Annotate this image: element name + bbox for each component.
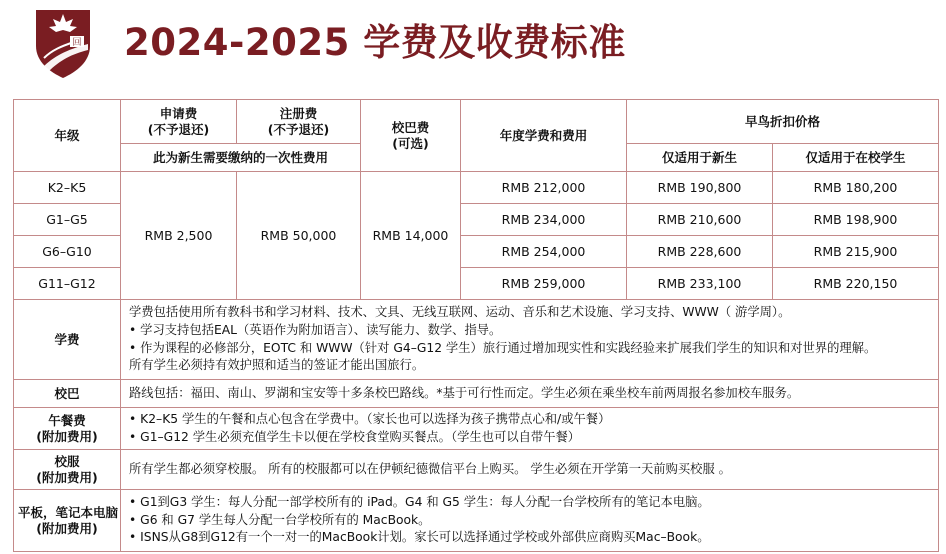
header-annual-tuition: 年度学费和费用 (461, 100, 627, 172)
note-line: • 作为课程的必修部分，EOTC 和 WWW（针对 G4–G12 学生）旅行通过增加现实性和实践经验来扩展我们学生的知识和对世界的理解。 (129, 340, 877, 355)
note-content (121, 450, 939, 490)
note-label-cell (14, 408, 121, 450)
note-line: • 学习支持包括EAL（英语作为附加语言）、读写能力、数学、指导。 (129, 322, 502, 337)
registration-fee-value: RMB 50,000 (237, 172, 361, 300)
note-line: • G6 和 G7 学生每人分配一台学校所有的 MacBook。 (129, 512, 431, 527)
header-one-time-note: 此为新生需要缴纳的一次性费用 (121, 144, 361, 172)
note-label: 学费 (14, 300, 121, 380)
grade-cell: G6–G10 (14, 236, 121, 268)
application-fee-note: (不予退还) (147, 121, 210, 137)
note-label-cell (14, 490, 121, 552)
application-fee-label: 申请费 (159, 105, 198, 121)
bus-fee-value: RMB 14,000 (361, 172, 461, 300)
note-content (121, 408, 939, 450)
note-sublabel: (附加费用) (36, 469, 98, 485)
note-row-devices (14, 490, 939, 552)
tuition-cell: RMB 259,000 (461, 268, 627, 300)
new-student-price-cell: RMB 210,600 (627, 204, 773, 236)
note-line: 所有学生必须持有效护照和适当的签证才能出国旅行。 (129, 358, 425, 373)
note-line: 学费包括使用所有教科书和学习材料、技术、文具、无线互联网、运动、音乐和艺术设施、学习支持、WWW（ 游学周）。 (129, 304, 791, 319)
new-student-price-cell: RMB 228,600 (627, 236, 773, 268)
application-fee-value: RMB 2,500 (121, 172, 237, 300)
note-line: • K2–K5 学生的午餐和点心包含在学费中。（家长也可以选择为孩子携带点心和/或午餐） (129, 411, 611, 426)
current-student-price-cell: RMB 198,900 (773, 204, 939, 236)
note-row-lunch (14, 408, 939, 450)
note-content (121, 490, 939, 552)
table-row (14, 172, 939, 204)
header-application-fee (121, 100, 237, 144)
header-early-bird: 早鸟折扣价格 (627, 100, 939, 144)
note-sublabel: (附加费用) (36, 428, 98, 444)
grade-cell: G11–G12 (14, 268, 121, 300)
new-student-price-cell: RMB 190,800 (627, 172, 773, 204)
current-student-price-cell: RMB 220,150 (773, 268, 939, 300)
header-new-students: 仅适用于新生 (627, 144, 773, 172)
current-student-price-cell: RMB 215,900 (773, 236, 939, 268)
header-registration-fee (237, 100, 361, 144)
grade-cell: G1–G5 (14, 204, 121, 236)
note-line: • ISNS从G8到G12有一个一对一的MacBook计划。家长可以选择通过学校或外部供应商购买Mac–Book。 (129, 530, 710, 545)
note-row-tuition (14, 300, 939, 380)
bus-fee-note: (可选) (392, 135, 429, 151)
new-student-price-cell: RMB 233,100 (627, 268, 773, 300)
header-bus-fee (361, 100, 461, 172)
logo-mark-text: 回 (72, 38, 82, 48)
fee-table (13, 99, 939, 552)
note-row-bus (14, 380, 939, 408)
school-crest-logo (32, 6, 94, 80)
note-label: 校巴 (14, 380, 121, 408)
note-line: • G1到G3 学生：每人分配一部学校所有的 iPad。G4 和 G5 学生：每人分配一台学校所有的笔记本电脑。 (129, 494, 710, 509)
header-grade: 年级 (14, 100, 121, 172)
note-sublabel: (附加费用) (36, 520, 98, 536)
registration-fee-note: (不予退还) (267, 121, 330, 137)
note-label: 午餐费 (48, 412, 86, 428)
note-line: 路线包括：福田、南山、罗湖和宝安等十多条校巴路线。*基于可行性而定。学生必须在乘坐校车前两周报名参加校车服务。 (129, 385, 800, 400)
note-line: 所有学生都必须穿校服。 所有的校服都可以在伊顿纪德微信平台上购买。 学生必须在开学第一天前购买校服 。 (129, 461, 731, 476)
note-label: 校服 (54, 453, 80, 469)
note-content (121, 300, 939, 380)
note-content (121, 380, 939, 408)
tuition-cell: RMB 254,000 (461, 236, 627, 268)
page-title: 2024-2025 学费及收费标准 (124, 21, 626, 64)
note-label: 平板，笔记本电脑 (18, 504, 119, 520)
note-label-cell (14, 450, 121, 490)
tuition-cell: RMB 212,000 (461, 172, 627, 204)
current-student-price-cell: RMB 180,200 (773, 172, 939, 204)
note-line: • G1–G12 学生必须充值学生卡以便在学校食堂购买餐点。（学生也可以自带午餐） (129, 429, 581, 444)
grade-cell: K2–K5 (14, 172, 121, 204)
bus-fee-label: 校巴费 (391, 119, 430, 135)
registration-fee-label: 注册费 (279, 105, 318, 121)
header-current-students: 仅适用于在校学生 (773, 144, 939, 172)
note-row-uniform (14, 450, 939, 490)
tuition-cell: RMB 234,000 (461, 204, 627, 236)
